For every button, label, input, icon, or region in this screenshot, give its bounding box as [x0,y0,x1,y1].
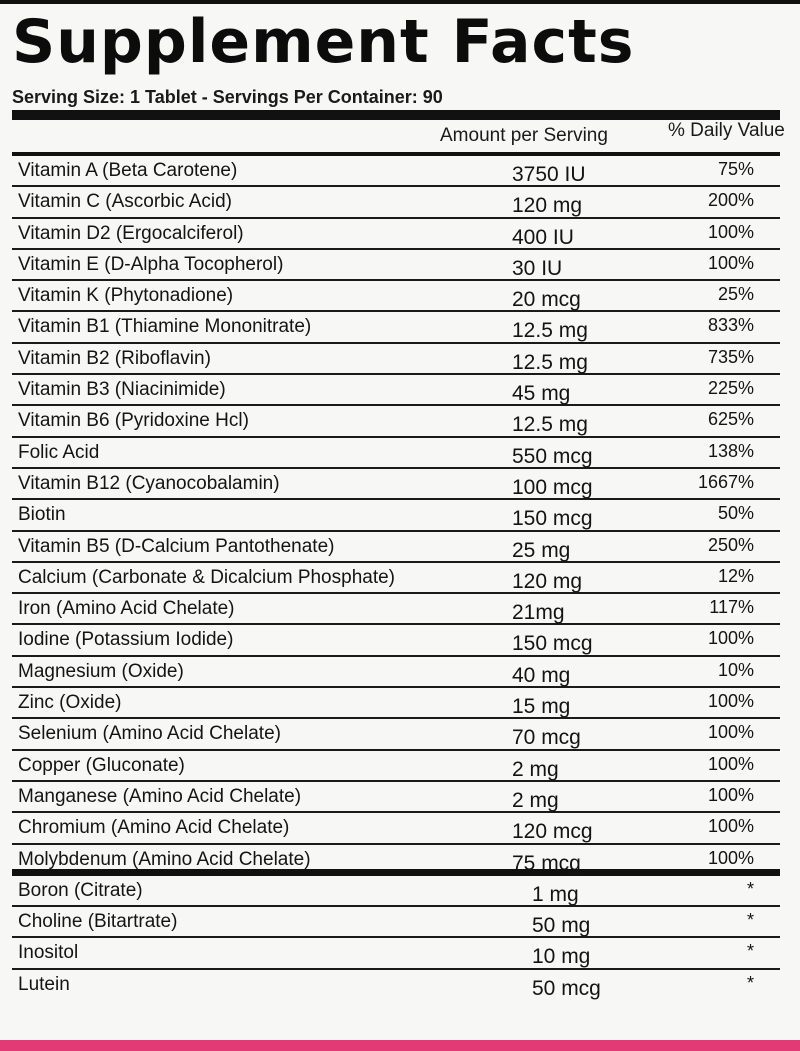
nutrient-name: Copper (Gluconate) [18,754,185,776]
nutrient-daily-value: 200% [707,190,754,211]
daily-value-column-header: % Daily Value [668,120,785,141]
nutrient-daily-value: * [746,910,754,931]
nutrient-daily-value: 100% [707,691,754,712]
pink-bottom-band [0,1040,800,1051]
nutrient-daily-value: 100% [707,784,754,805]
nutrient-daily-value: 25% [717,284,754,305]
nutrient-amount: 25 mg [512,538,571,562]
nutrient-amount: 120 mg [512,569,583,593]
nutrient-amount: 40 mg [512,663,571,687]
nutrient-name: Iron (Amino Acid Chelate) [18,598,235,620]
nutrient-amount: 100 mcg [512,475,593,499]
nutrient-amount: 50 mcg [532,976,601,1000]
nutrient-name: Vitamin B1 (Thiamine Mononitrate) [18,316,312,338]
nutrient-row [12,219,780,250]
nutrient-name: Lutein [18,973,70,995]
nutrient-daily-value: 833% [707,315,754,336]
nutrient-daily-value: 75% [717,159,754,179]
nutrient-row [12,438,780,469]
nutrient-amount: 12.5 mg [512,350,588,374]
nutrient-amount: 75 mcg [512,851,581,875]
nutrient-amount: 10 mg [532,945,591,969]
nutrient-name: Molybdenum (Amino Acid Chelate) [18,848,311,870]
nutrient-name: Vitamin B12 (Cyanocobalamin) [18,472,280,494]
nutrient-row [12,312,780,343]
nutrient-row [12,563,780,594]
nutrient-amount: 45 mg [512,382,571,406]
nutrient-daily-value: 117% [709,597,754,618]
nutrient-name: Vitamin B5 (D-Calcium Pantothenate) [18,535,335,557]
nutrient-row [12,500,780,531]
nutrient-row [12,970,780,1001]
nutrient-daily-value: 250% [707,534,754,555]
nutrient-daily-value: * [746,941,754,962]
nutrient-row [12,876,780,907]
nutrient-amount: 50 mg [532,914,591,938]
nutrient-row [12,845,780,876]
amount-column-header: Amount per Serving [440,125,608,146]
nutrient-table [12,156,780,1001]
nutrient-daily-value: 1667% [697,471,754,492]
nutrient-row [12,344,780,375]
nutrient-daily-value: 735% [707,346,754,367]
thick-divider [12,110,780,120]
nutrient-row [12,813,780,844]
nutrient-name: Vitamin K (Phytonadione) [18,285,234,307]
nutrient-daily-value: 100% [707,628,754,649]
nutrient-row [12,938,780,969]
nutrient-name: Magnesium (Oxide) [18,660,184,682]
nutrient-row [12,281,780,312]
nutrient-amount: 12.5 mg [512,413,588,437]
nutrient-daily-value: * [746,878,754,899]
nutrient-name: Calcium (Carbonate & Dicalcium Phosphate) [18,566,395,588]
nutrient-row [12,406,780,437]
nutrient-name: Boron (Citrate) [18,879,143,901]
serving-info: Serving Size: 1 Tablet - Servings Per Container: 90 [12,87,443,107]
nutrient-row [12,250,780,281]
nutrient-amount: 3750 IU [512,163,586,186]
nutrient-daily-value: 138% [707,440,754,461]
nutrient-row [12,532,780,563]
nutrient-row [12,782,780,813]
nutrient-amount: 21mg [512,601,565,625]
nutrient-daily-value: 225% [707,378,754,399]
nutrient-daily-value: 100% [707,847,754,868]
nutrient-daily-value: 100% [707,753,754,774]
nutrient-daily-value: 625% [707,409,754,430]
nutrient-daily-value: * [746,972,754,993]
nutrient-amount: 120 mg [512,194,583,218]
nutrient-amount: 150 mcg [512,632,593,656]
nutrient-amount: 30 IU [512,256,563,280]
nutrient-name: Vitamin E (D-Alpha Tocopherol) [18,253,284,275]
nutrient-amount: 400 IU [512,225,574,249]
nutrient-name: Folic Acid [18,441,100,463]
nutrient-amount: 550 mcg [512,444,593,468]
nutrient-row [12,469,780,500]
nutrient-name: Inositol [18,942,79,964]
nutrient-name: Vitamin C (Ascorbic Acid) [18,191,232,213]
nutrient-name: Vitamin B3 (Niacinimide) [18,379,226,401]
nutrient-daily-value: 100% [707,252,754,273]
nutrient-name: Zinc (Oxide) [18,692,122,714]
nutrient-name: Selenium (Amino Acid Chelate) [18,723,281,745]
nutrient-row [12,688,780,719]
nutrient-amount: 2 mg [512,788,559,812]
nutrient-name: Manganese (Amino Acid Chelate) [18,785,302,807]
nutrient-amount: 15 mg [512,695,571,719]
nutrient-row [12,156,780,187]
nutrient-daily-value: 100% [707,816,754,837]
nutrient-row [12,594,780,625]
nutrient-row [12,375,780,406]
label-title: Supplement Facts [12,7,635,77]
nutrient-name: Chromium (Amino Acid Chelate) [18,817,290,839]
nutrient-name: Vitamin B6 (Pyridoxine Hcl) [18,410,249,432]
nutrient-amount: 12.5 mg [512,319,588,343]
nutrient-row [12,719,780,750]
nutrient-row [12,657,780,688]
nutrient-daily-value: 50% [717,503,754,524]
nutrient-daily-value: 10% [717,659,754,680]
nutrient-amount: 120 mcg [512,820,593,844]
nutrient-name: Vitamin B2 (Riboflavin) [18,347,211,369]
nutrient-name: Vitamin D2 (Ergocalciferol) [18,222,244,244]
nutrient-daily-value: 12% [717,565,754,586]
nutrient-row [12,907,780,938]
nutrient-name: Biotin [18,504,66,526]
nutrient-amount: 1 mg [532,882,579,906]
nutrient-name: Vitamin A (Beta Carotene) [18,160,238,181]
nutrient-daily-value: 100% [707,722,754,743]
nutrient-amount: 2 mg [512,757,559,781]
nutrient-row [12,751,780,782]
nutrient-amount: 20 mcg [512,288,581,312]
nutrient-amount: 150 mcg [512,507,593,531]
nutrient-name: Iodine (Potassium Iodide) [18,629,234,651]
nutrient-name: Choline (Bitartrate) [18,911,178,933]
nutrient-amount: 70 mcg [512,726,581,750]
nutrient-row [12,625,780,656]
nutrient-daily-value: 100% [707,221,754,242]
nutrient-row [12,187,780,218]
